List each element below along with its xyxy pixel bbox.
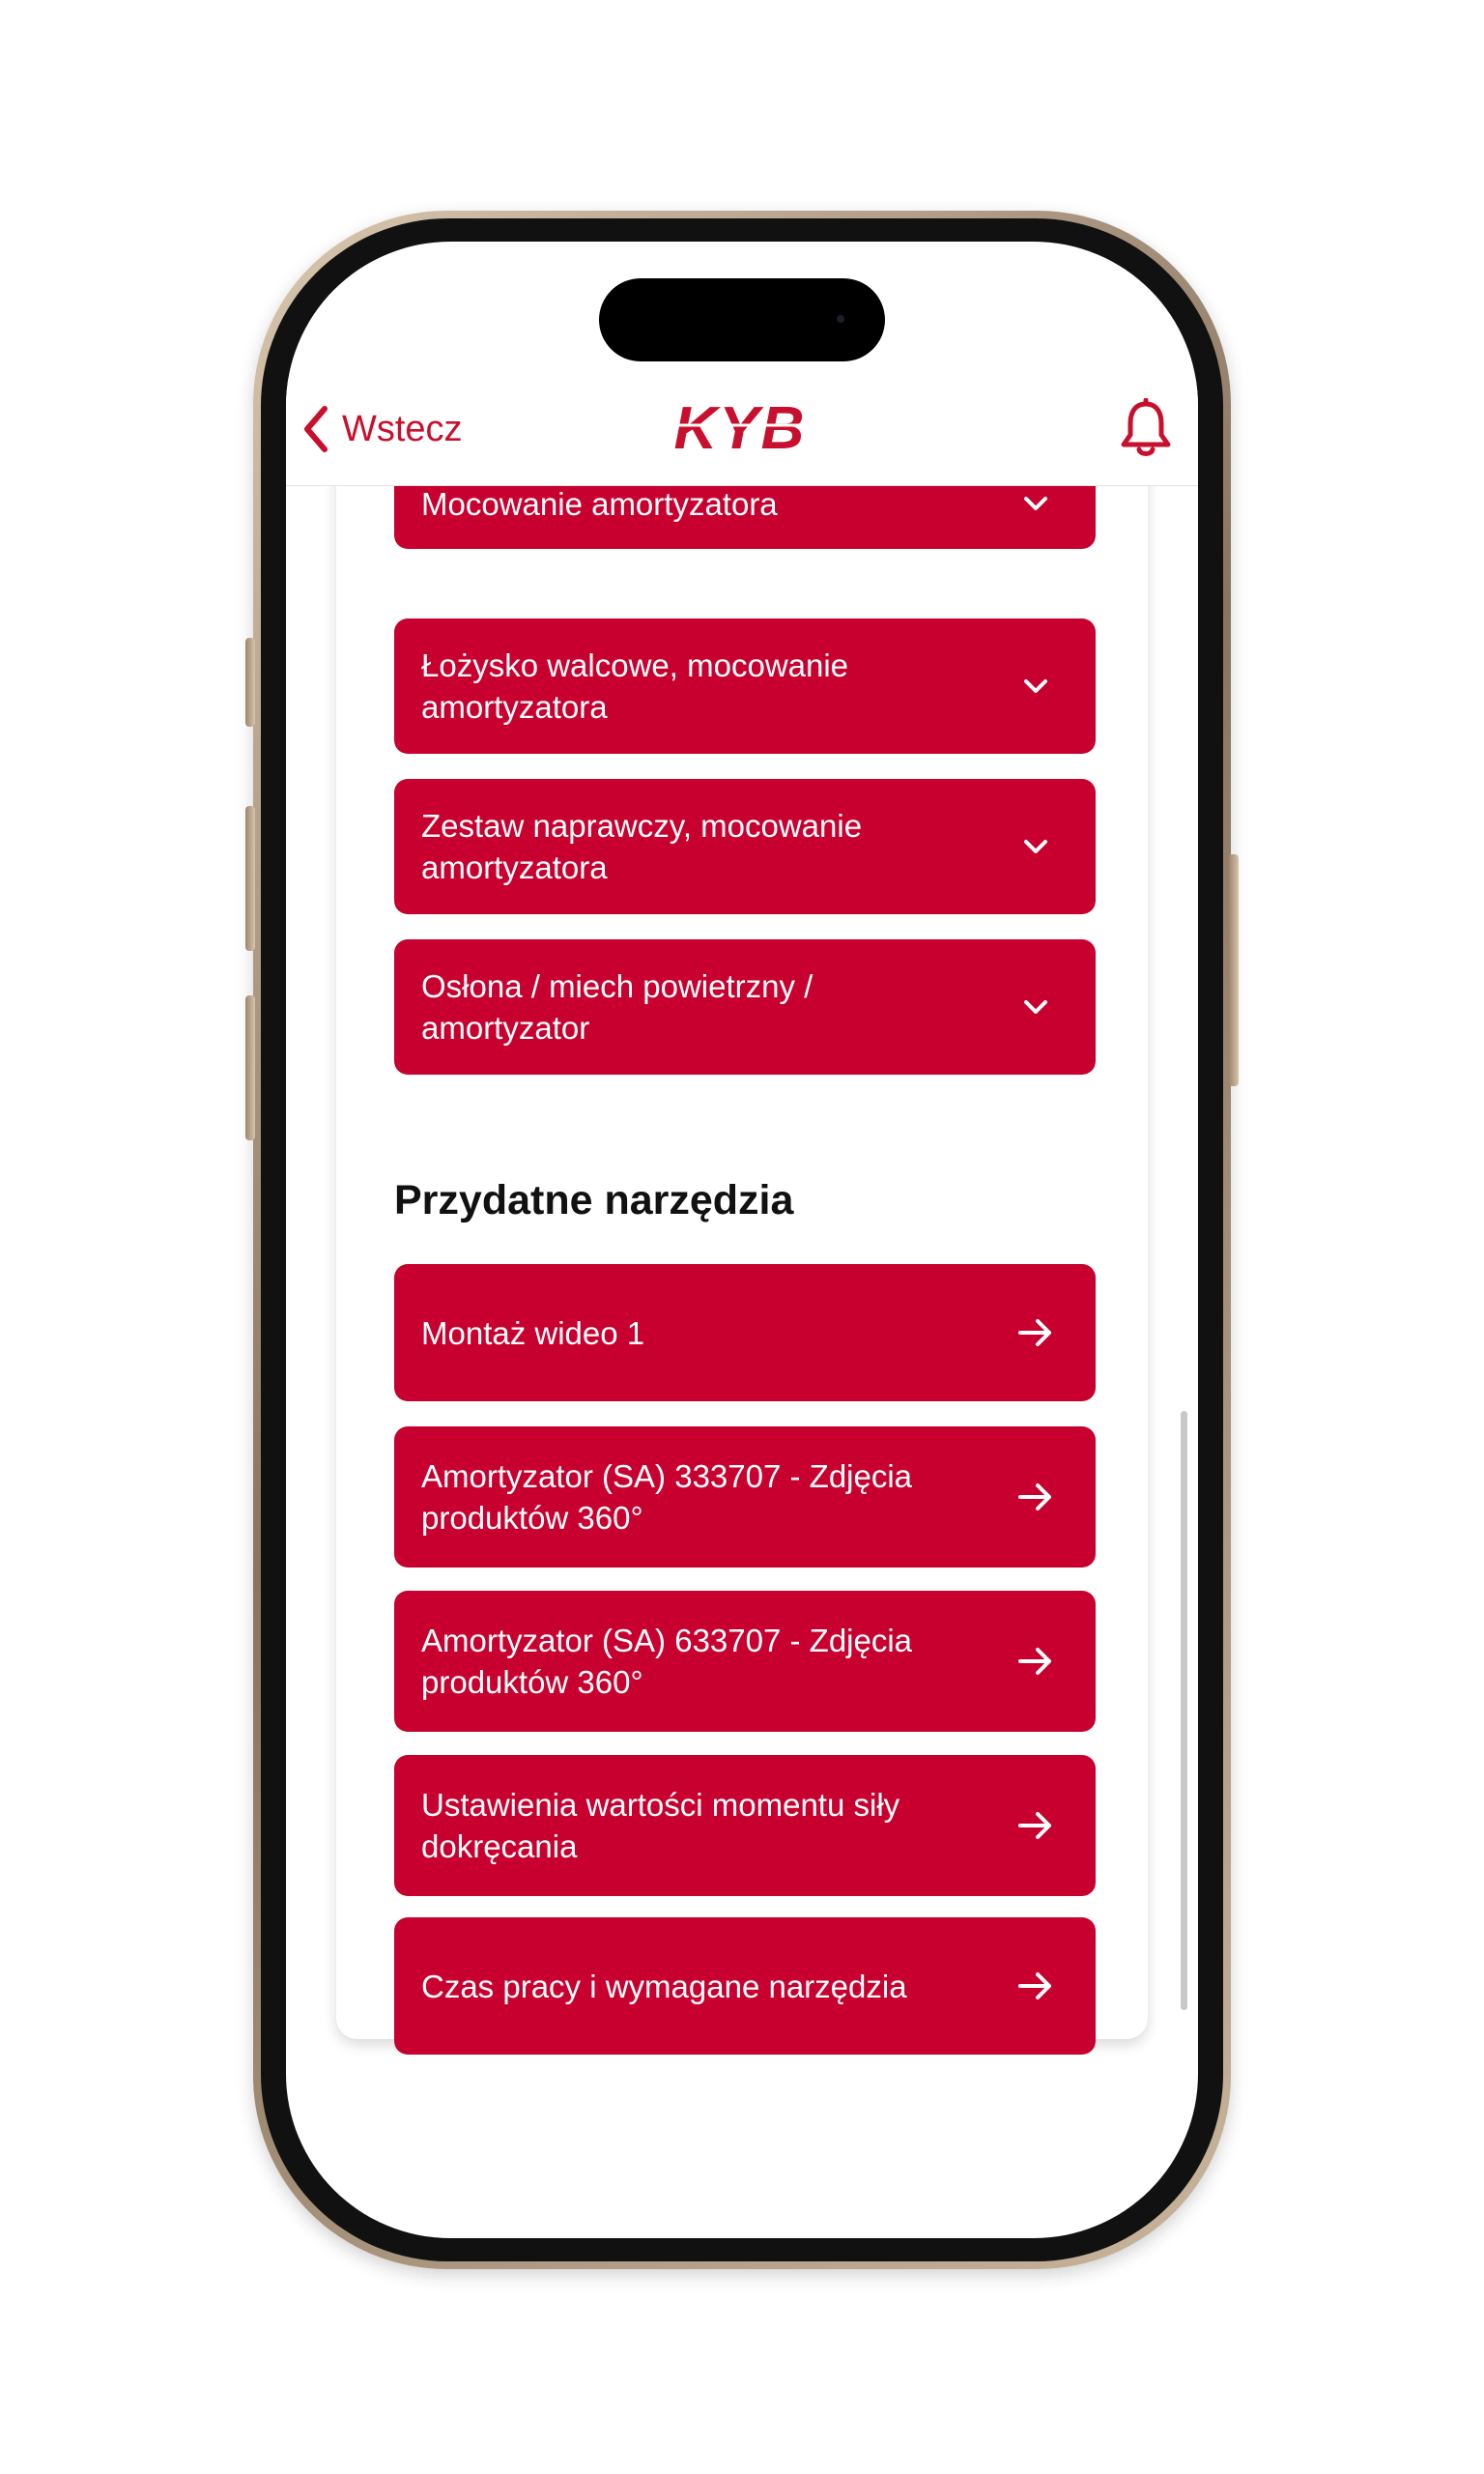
- back-button[interactable]: [300, 398, 463, 460]
- chevron-down-icon: [1013, 984, 1059, 1030]
- dynamic-island: [599, 278, 885, 361]
- accordion-item-label: Zestaw naprawczy, mocowanie amortyzatora: [421, 808, 863, 885]
- tool-link-moment-sily[interactable]: [394, 1755, 1096, 1896]
- tool-link-label: Amortyzator (SA) 633707 - Zdjęcia produktów 360°: [421, 1623, 913, 1700]
- accordion-item-lozysko[interactable]: [394, 618, 1096, 754]
- volume-down-button: [245, 995, 255, 1140]
- camera-dot: [837, 315, 844, 323]
- arrow-right-icon: [1013, 1474, 1059, 1520]
- tool-link-label: Amortyzator (SA) 333707 - Zdjęcia produktów 360°: [421, 1458, 913, 1536]
- volume-up-button: [245, 806, 255, 951]
- arrow-right-icon: [1013, 1638, 1059, 1684]
- action-button: [245, 638, 255, 727]
- accordion-item-label: Mocowanie amortyzatora: [421, 485, 778, 522]
- app-header: [286, 377, 1198, 486]
- chevron-down-icon: [1013, 663, 1059, 709]
- arrow-right-icon: [1013, 1963, 1059, 2009]
- power-button: [1229, 854, 1239, 1086]
- tool-link-label: Montaż wideo 1: [421, 1314, 645, 1351]
- accordion-item-oslona[interactable]: [394, 939, 1096, 1075]
- tool-link-633707[interactable]: [394, 1591, 1096, 1732]
- tool-link-label: Czas pracy i wymagane narzędzia: [421, 1968, 907, 2004]
- tool-link-czas-pracy[interactable]: [394, 1917, 1096, 2055]
- arrow-right-icon: [1013, 1309, 1059, 1356]
- tool-link-montaz-wideo[interactable]: [394, 1264, 1096, 1401]
- accordion-item-label: Osłona / miech powietrzny / amortyzator: [421, 968, 813, 1046]
- arrow-right-icon: [1013, 1802, 1059, 1849]
- section-title-tools: Przydatne narzędzia: [394, 1177, 794, 1223]
- back-button-label: Wstecz: [342, 408, 463, 449]
- tool-link-label: Ustawienia wartości momentu siły dokręcania: [421, 1787, 900, 1864]
- bell-icon[interactable]: [1117, 398, 1175, 460]
- chevron-down-icon: [1013, 823, 1059, 870]
- svg-text:KYB: KYB: [673, 400, 807, 458]
- app-screen: [286, 242, 1198, 2238]
- chevron-down-icon: [1013, 480, 1059, 527]
- tool-link-333707[interactable]: [394, 1426, 1096, 1568]
- scrollbar[interactable]: [1181, 1411, 1187, 2010]
- kyb-logo: [626, 400, 854, 458]
- accordion-item-zestaw[interactable]: [394, 779, 1096, 914]
- accordion-item-label: Łożysko walcowe, mocowanie amortyzatora: [421, 647, 849, 725]
- chevron-left-icon: [300, 403, 332, 455]
